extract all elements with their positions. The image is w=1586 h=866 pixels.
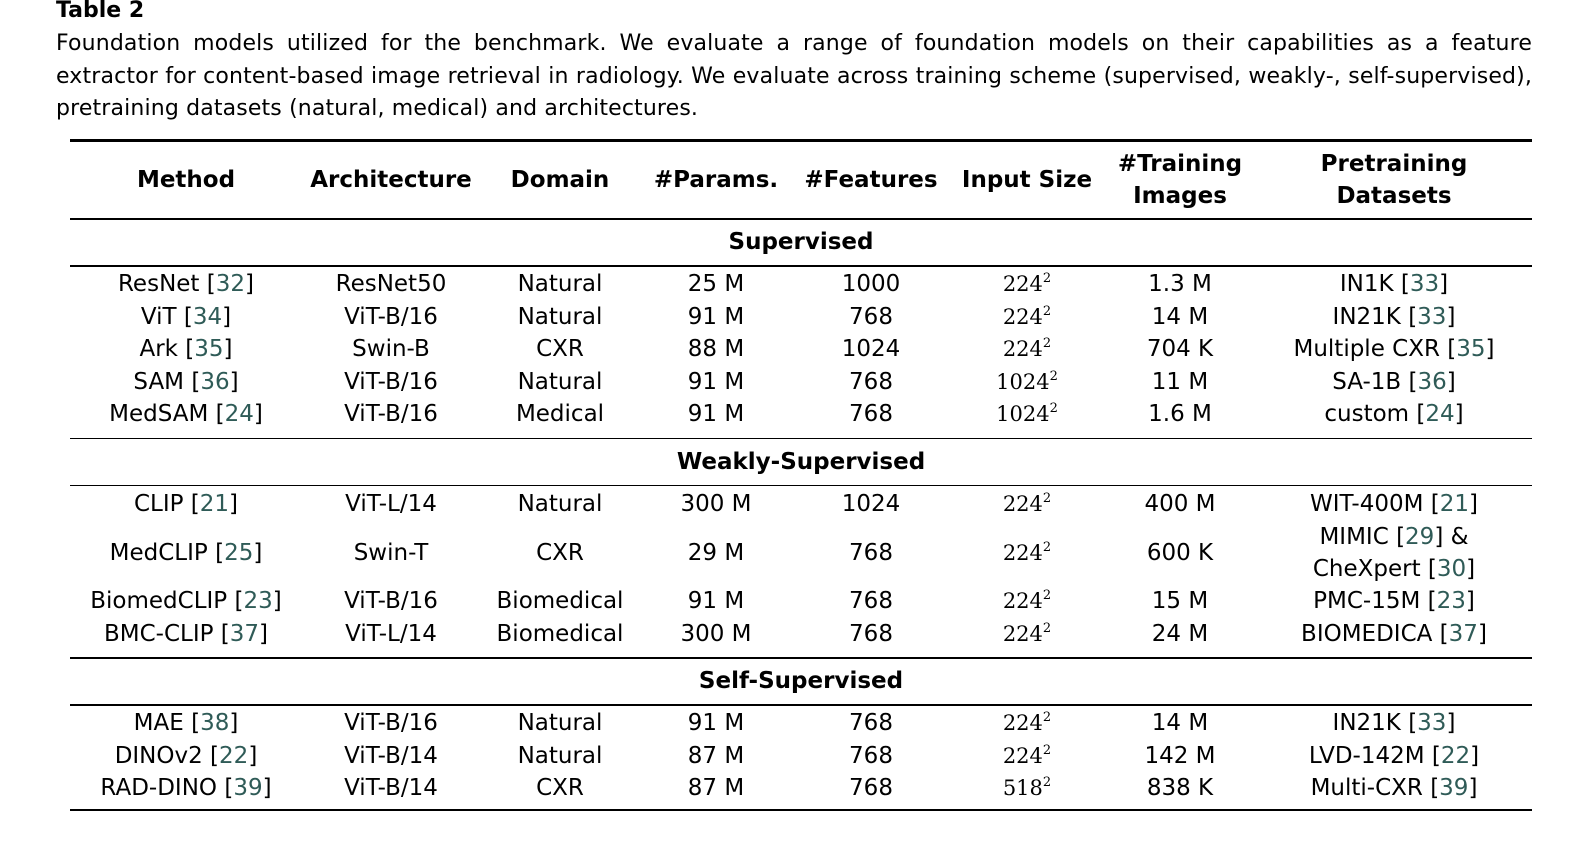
input-size-value: [1003, 707, 1051, 739]
section-header: [70, 439, 1532, 485]
method-text: DINOv2 [: [114, 742, 220, 769]
training-images-cell: 600 K: [1146, 539, 1214, 566]
training-images-cell: 704 K: [1146, 336, 1214, 363]
dataset-bracket: ]: [1477, 620, 1487, 647]
input-size-exponent: 2: [1049, 401, 1058, 417]
training-images-cell: 838 K: [1146, 775, 1214, 802]
features-cell: 768: [849, 620, 893, 647]
domain-cell: Natural: [517, 490, 603, 517]
method-text: Ark [: [139, 336, 195, 363]
input-size-exponent: 2: [1042, 336, 1052, 352]
input-size-base: 224: [1002, 491, 1043, 516]
section-header: [70, 219, 1532, 265]
pretraining-datasets-cell: [1256, 366, 1532, 399]
input-size-cell: [950, 488, 1104, 521]
params-cell: 91 M: [687, 401, 745, 428]
input-size-value: [996, 366, 1058, 398]
pretraining-datasets-cell: [1256, 707, 1532, 740]
method-cell: [70, 333, 302, 366]
input-size-value: [1003, 488, 1051, 520]
method-bracket: ]: [262, 775, 272, 802]
method-citation: 25: [224, 539, 254, 566]
section-rule-bottom: [70, 265, 1532, 267]
architecture-cell: ViT-B/16: [344, 368, 438, 395]
input-size-cell: [950, 398, 1104, 431]
method-text: ResNet [: [117, 271, 216, 298]
pretraining-datasets-cell: [1256, 301, 1532, 334]
dataset-citation: 29: [1405, 523, 1435, 550]
input-size-base: 224: [1002, 272, 1043, 297]
domain-cell: Biomedical: [496, 588, 624, 615]
method-cell: [70, 398, 302, 431]
method-cell: [70, 707, 302, 740]
method-bracket: ]: [259, 620, 269, 647]
method-bracket: ]: [222, 303, 232, 330]
col-header-method: Method: [136, 166, 236, 193]
table-row: [70, 268, 1532, 301]
method-citation: 23: [243, 588, 273, 615]
params-cell: 91 M: [687, 588, 745, 615]
architecture-cell: ViT-L/14: [345, 490, 437, 517]
method-cell: [70, 366, 302, 399]
training-images-cell: 1.3 M: [1148, 271, 1212, 298]
method-cell: [70, 585, 302, 618]
method-citation: 35: [194, 336, 224, 363]
features-cell: 1024: [841, 490, 901, 517]
params-cell: 91 M: [687, 710, 745, 737]
table-row: [70, 398, 1532, 431]
section-title: Self-Supervised: [698, 668, 904, 694]
method-cell: [70, 268, 302, 301]
input-size-cell: [950, 520, 1104, 585]
input-size-value: [1003, 585, 1051, 617]
table-row: [70, 366, 1532, 399]
dataset-bracket: ]: [1446, 710, 1456, 737]
domain-cell: Biomedical: [496, 620, 624, 647]
col-header-params: #Params.: [653, 166, 779, 193]
architecture-cell: ViT-B/14: [344, 775, 438, 802]
input-size-value: [1003, 772, 1051, 804]
table-row: [70, 520, 1532, 585]
method-citation: 24: [224, 401, 254, 428]
features-cell: 768: [849, 303, 893, 330]
method-text: CLIP [: [133, 490, 200, 517]
dataset-bracket: ]: [1446, 303, 1456, 330]
input-size-cell: [950, 301, 1104, 334]
features-cell: 768: [849, 775, 893, 802]
method-bracket: ]: [253, 539, 263, 566]
params-cell: 87 M: [687, 742, 745, 769]
method-citation: 34: [192, 303, 223, 330]
input-size-cell: [950, 366, 1104, 399]
training-images-cell: 400 M: [1144, 490, 1216, 517]
dataset-bracket: ]: [1468, 775, 1478, 802]
features-cell: 1024: [841, 336, 901, 363]
input-size-exponent: 2: [1042, 539, 1052, 555]
table-row: [70, 301, 1532, 334]
input-size-cell: [950, 707, 1104, 740]
method-cell: [70, 772, 302, 805]
section-header: [70, 658, 1532, 704]
method-cell: [70, 301, 302, 334]
input-size-value: [1003, 268, 1051, 300]
input-size-exponent: 2: [1042, 490, 1052, 506]
method-text: SAM [: [133, 368, 201, 395]
dataset-citation: 35: [1456, 336, 1486, 363]
domain-cell: CXR: [536, 539, 584, 566]
architecture-cell: ViT-B/16: [344, 588, 438, 615]
pretraining-datasets-cell: [1256, 740, 1532, 773]
input-size-exponent: 2: [1042, 620, 1052, 636]
method-citation: 37: [229, 620, 260, 647]
dataset2-bracket: ]: [1466, 555, 1476, 582]
table-caption: Foundation models utilized for the benchmark. We evaluate a range of foundation models on their capabilities as a feature extractor for content-based image retrieval in radiology. We evaluate across training scheme (supervised, weakly-, self-supervised), pretraining datasets (natural, medical) and architectures.: [56, 31, 1532, 121]
table-label: Table 2: [56, 0, 145, 23]
input-size-cell: [950, 268, 1104, 301]
input-size-value: [1003, 333, 1051, 365]
architecture-cell: ViT-L/14: [345, 620, 437, 647]
dataset-conjunction: &: [1443, 523, 1469, 550]
input-size-cell: [950, 585, 1104, 618]
dataset-line-1: [1319, 521, 1468, 553]
table-row: [70, 618, 1532, 651]
dataset-bracket: ]: [1454, 401, 1464, 428]
params-cell: 300 M: [680, 620, 752, 647]
input-size-value: [1003, 740, 1051, 772]
method-bracket: ]: [223, 336, 233, 363]
input-size-cell: [950, 333, 1104, 366]
dataset-text: MIMIC [: [1319, 523, 1406, 550]
domain-cell: Natural: [517, 710, 603, 737]
method-citation: 36: [200, 368, 230, 395]
dataset-citation: 33: [1417, 303, 1447, 330]
params-cell: 91 M: [687, 303, 745, 330]
method-text: MedSAM [: [109, 401, 225, 428]
dataset-citation: 21: [1439, 490, 1470, 517]
dataset-bracket: ]: [1470, 742, 1480, 769]
domain-cell: Natural: [517, 742, 603, 769]
dataset-text: IN21K [: [1332, 710, 1418, 737]
input-size-exponent: 2: [1042, 710, 1052, 726]
dataset-line-2: [1313, 553, 1475, 585]
col-header-input-size: Input Size: [961, 166, 1093, 193]
domain-cell: CXR: [536, 775, 584, 802]
architecture-cell: ViT-B/14: [344, 742, 438, 769]
dataset2-citation: 30: [1436, 555, 1467, 582]
dataset-text: SA-1B [: [1332, 368, 1418, 395]
dataset-bracket: ]: [1465, 588, 1475, 615]
params-cell: 300 M: [680, 490, 752, 517]
architecture-cell: ViT-B/16: [344, 303, 438, 330]
input-size-exponent: 2: [1042, 742, 1052, 758]
dataset-citation: 36: [1417, 368, 1447, 395]
dataset-citation: 33: [1409, 271, 1440, 298]
section-title: Weakly-Supervised: [676, 448, 926, 475]
training-images-cell: 15 M: [1151, 588, 1209, 615]
dataset-citation: 37: [1448, 620, 1478, 647]
params-cell: 25 M: [687, 271, 745, 298]
table-row: [70, 772, 1532, 805]
method-citation: 32: [215, 271, 246, 298]
params-cell: 87 M: [687, 775, 745, 802]
col-header-pretraining-datasets: Pretraining Datasets: [1320, 150, 1468, 209]
dataset-text: LVD-142M [: [1308, 742, 1441, 769]
method-bracket: ]: [248, 742, 258, 769]
params-cell: 29 M: [687, 539, 745, 566]
section-title: Supervised: [728, 229, 874, 255]
dataset-bracket: ]: [1434, 523, 1444, 550]
architecture-cell: ResNet50: [335, 271, 447, 298]
dataset-text: Multi-CXR [: [1310, 775, 1440, 802]
architecture-cell: ViT-B/16: [344, 710, 438, 737]
dataset2-text: CheXpert [: [1312, 555, 1437, 582]
dataset-text: WIT-400M [: [1309, 490, 1440, 517]
dataset-text: BIOMEDICA [: [1301, 620, 1449, 647]
dataset-citation: 39: [1439, 775, 1469, 802]
dataset-bracket: ]: [1439, 271, 1449, 298]
features-cell: 768: [849, 710, 893, 737]
method-text: RAD-DINO [: [100, 775, 234, 802]
pretraining-datasets-cell: [1256, 772, 1532, 805]
input-size-value: [1003, 618, 1051, 650]
method-bracket: ]: [229, 368, 239, 395]
domain-cell: Medical: [515, 401, 605, 428]
input-size-base: 224: [1002, 589, 1043, 614]
params-cell: 88 M: [687, 336, 745, 363]
method-citation: 38: [200, 710, 230, 737]
method-bracket: ]: [253, 401, 263, 428]
input-size-base: 224: [1002, 304, 1043, 329]
input-size-base: 224: [1002, 711, 1043, 736]
dataset-text: IN21K [: [1332, 303, 1418, 330]
method-citation: 21: [199, 490, 230, 517]
domain-cell: CXR: [536, 336, 584, 363]
pretraining-datasets-cell: [1256, 268, 1532, 301]
dataset-bracket: ]: [1446, 368, 1456, 395]
input-size-base: 224: [1002, 337, 1043, 362]
input-size-base: 1024: [996, 369, 1050, 394]
method-text: ViT [: [140, 303, 193, 330]
bottom-rule: [70, 809, 1532, 812]
input-size-cell: [950, 772, 1104, 805]
input-size-exponent: 2: [1049, 368, 1058, 384]
method-cell: [70, 618, 302, 651]
input-size-base: 1024: [996, 402, 1050, 427]
table-caption-block: [56, 0, 1532, 126]
method-cell: [70, 740, 302, 773]
method-text: BiomedCLIP [: [90, 588, 244, 615]
table-row: [70, 740, 1532, 773]
input-size-base: 518: [1002, 776, 1043, 801]
dataset-bracket: ]: [1485, 336, 1495, 363]
features-cell: 768: [849, 742, 893, 769]
table-row: [70, 707, 1532, 740]
method-bracket: ]: [229, 710, 239, 737]
method-bracket: ]: [272, 588, 282, 615]
method-text: BMC-CLIP [: [103, 620, 230, 647]
architecture-cell: Swin-B: [352, 336, 430, 363]
params-cell: 91 M: [687, 368, 745, 395]
col-header-features: #Features: [804, 166, 938, 193]
input-size-base: 224: [1002, 621, 1043, 646]
table-header-row: [70, 141, 1532, 218]
features-cell: 768: [849, 368, 893, 395]
input-size-exponent: 2: [1042, 271, 1052, 287]
method-citation: 22: [219, 742, 249, 769]
input-size-exponent: 2: [1042, 775, 1052, 791]
domain-cell: Natural: [517, 303, 603, 330]
input-size-base: 224: [1002, 743, 1043, 768]
dataset-citation: 24: [1425, 401, 1455, 428]
method-text: MedCLIP [: [109, 539, 225, 566]
dataset-text: custom [: [1324, 401, 1426, 428]
architecture-cell: ViT-B/16: [344, 401, 438, 428]
pretraining-datasets-cell: [1256, 520, 1532, 585]
pretraining-datasets-cell: [1256, 585, 1532, 618]
input-size-cell: [950, 618, 1104, 651]
pretraining-datasets-cell: [1256, 488, 1532, 521]
dataset-citation: 22: [1440, 742, 1471, 769]
features-cell: 768: [849, 401, 893, 428]
col-header-architecture: Architecture: [310, 166, 472, 193]
input-size-value: [1003, 301, 1051, 333]
training-images-cell: 142 M: [1144, 742, 1216, 769]
col-header-training-images: #Training Images: [1117, 150, 1243, 209]
method-text: MAE [: [133, 710, 201, 737]
input-size-base: 224: [1002, 540, 1043, 565]
training-images-cell: 14 M: [1151, 303, 1209, 330]
input-size-value: [1003, 537, 1051, 569]
method-citation: 39: [233, 775, 263, 802]
dataset-citation: 33: [1417, 710, 1447, 737]
dataset-text: PMC-15M [: [1313, 588, 1437, 615]
dataset-citation: 23: [1436, 588, 1466, 615]
method-bracket: ]: [229, 490, 239, 517]
domain-cell: Natural: [517, 368, 603, 395]
table-row: [70, 488, 1532, 521]
architecture-cell: Swin-T: [353, 539, 429, 566]
training-images-cell: 11 M: [1151, 368, 1209, 395]
dataset-text: IN1K [: [1339, 271, 1410, 298]
input-size-cell: [950, 740, 1104, 773]
table-row: [70, 585, 1532, 618]
training-images-cell: 24 M: [1151, 620, 1209, 647]
domain-cell: Natural: [517, 271, 603, 298]
training-images-cell: 14 M: [1151, 710, 1209, 737]
col-header-domain: Domain: [510, 166, 610, 193]
input-size-value: [996, 398, 1058, 430]
pretraining-datasets-cell: [1256, 398, 1532, 431]
input-size-exponent: 2: [1042, 588, 1052, 604]
method-cell: [70, 488, 302, 521]
section-rule-bottom: [70, 704, 1532, 706]
features-cell: 768: [849, 588, 893, 615]
method-cell: [70, 520, 302, 585]
dataset-text: Multiple CXR [: [1293, 336, 1457, 363]
method-bracket: ]: [245, 271, 254, 298]
features-cell: 768: [849, 539, 893, 566]
dataset-bracket: ]: [1469, 490, 1479, 517]
table-row: [70, 333, 1532, 366]
training-images-cell: 1.6 M: [1148, 401, 1212, 428]
input-size-exponent: 2: [1042, 303, 1052, 319]
pretraining-datasets-cell: [1256, 333, 1532, 366]
section-rule-bottom: [70, 485, 1532, 487]
features-cell: 1000: [841, 271, 901, 298]
pretraining-datasets-cell: [1256, 618, 1532, 651]
